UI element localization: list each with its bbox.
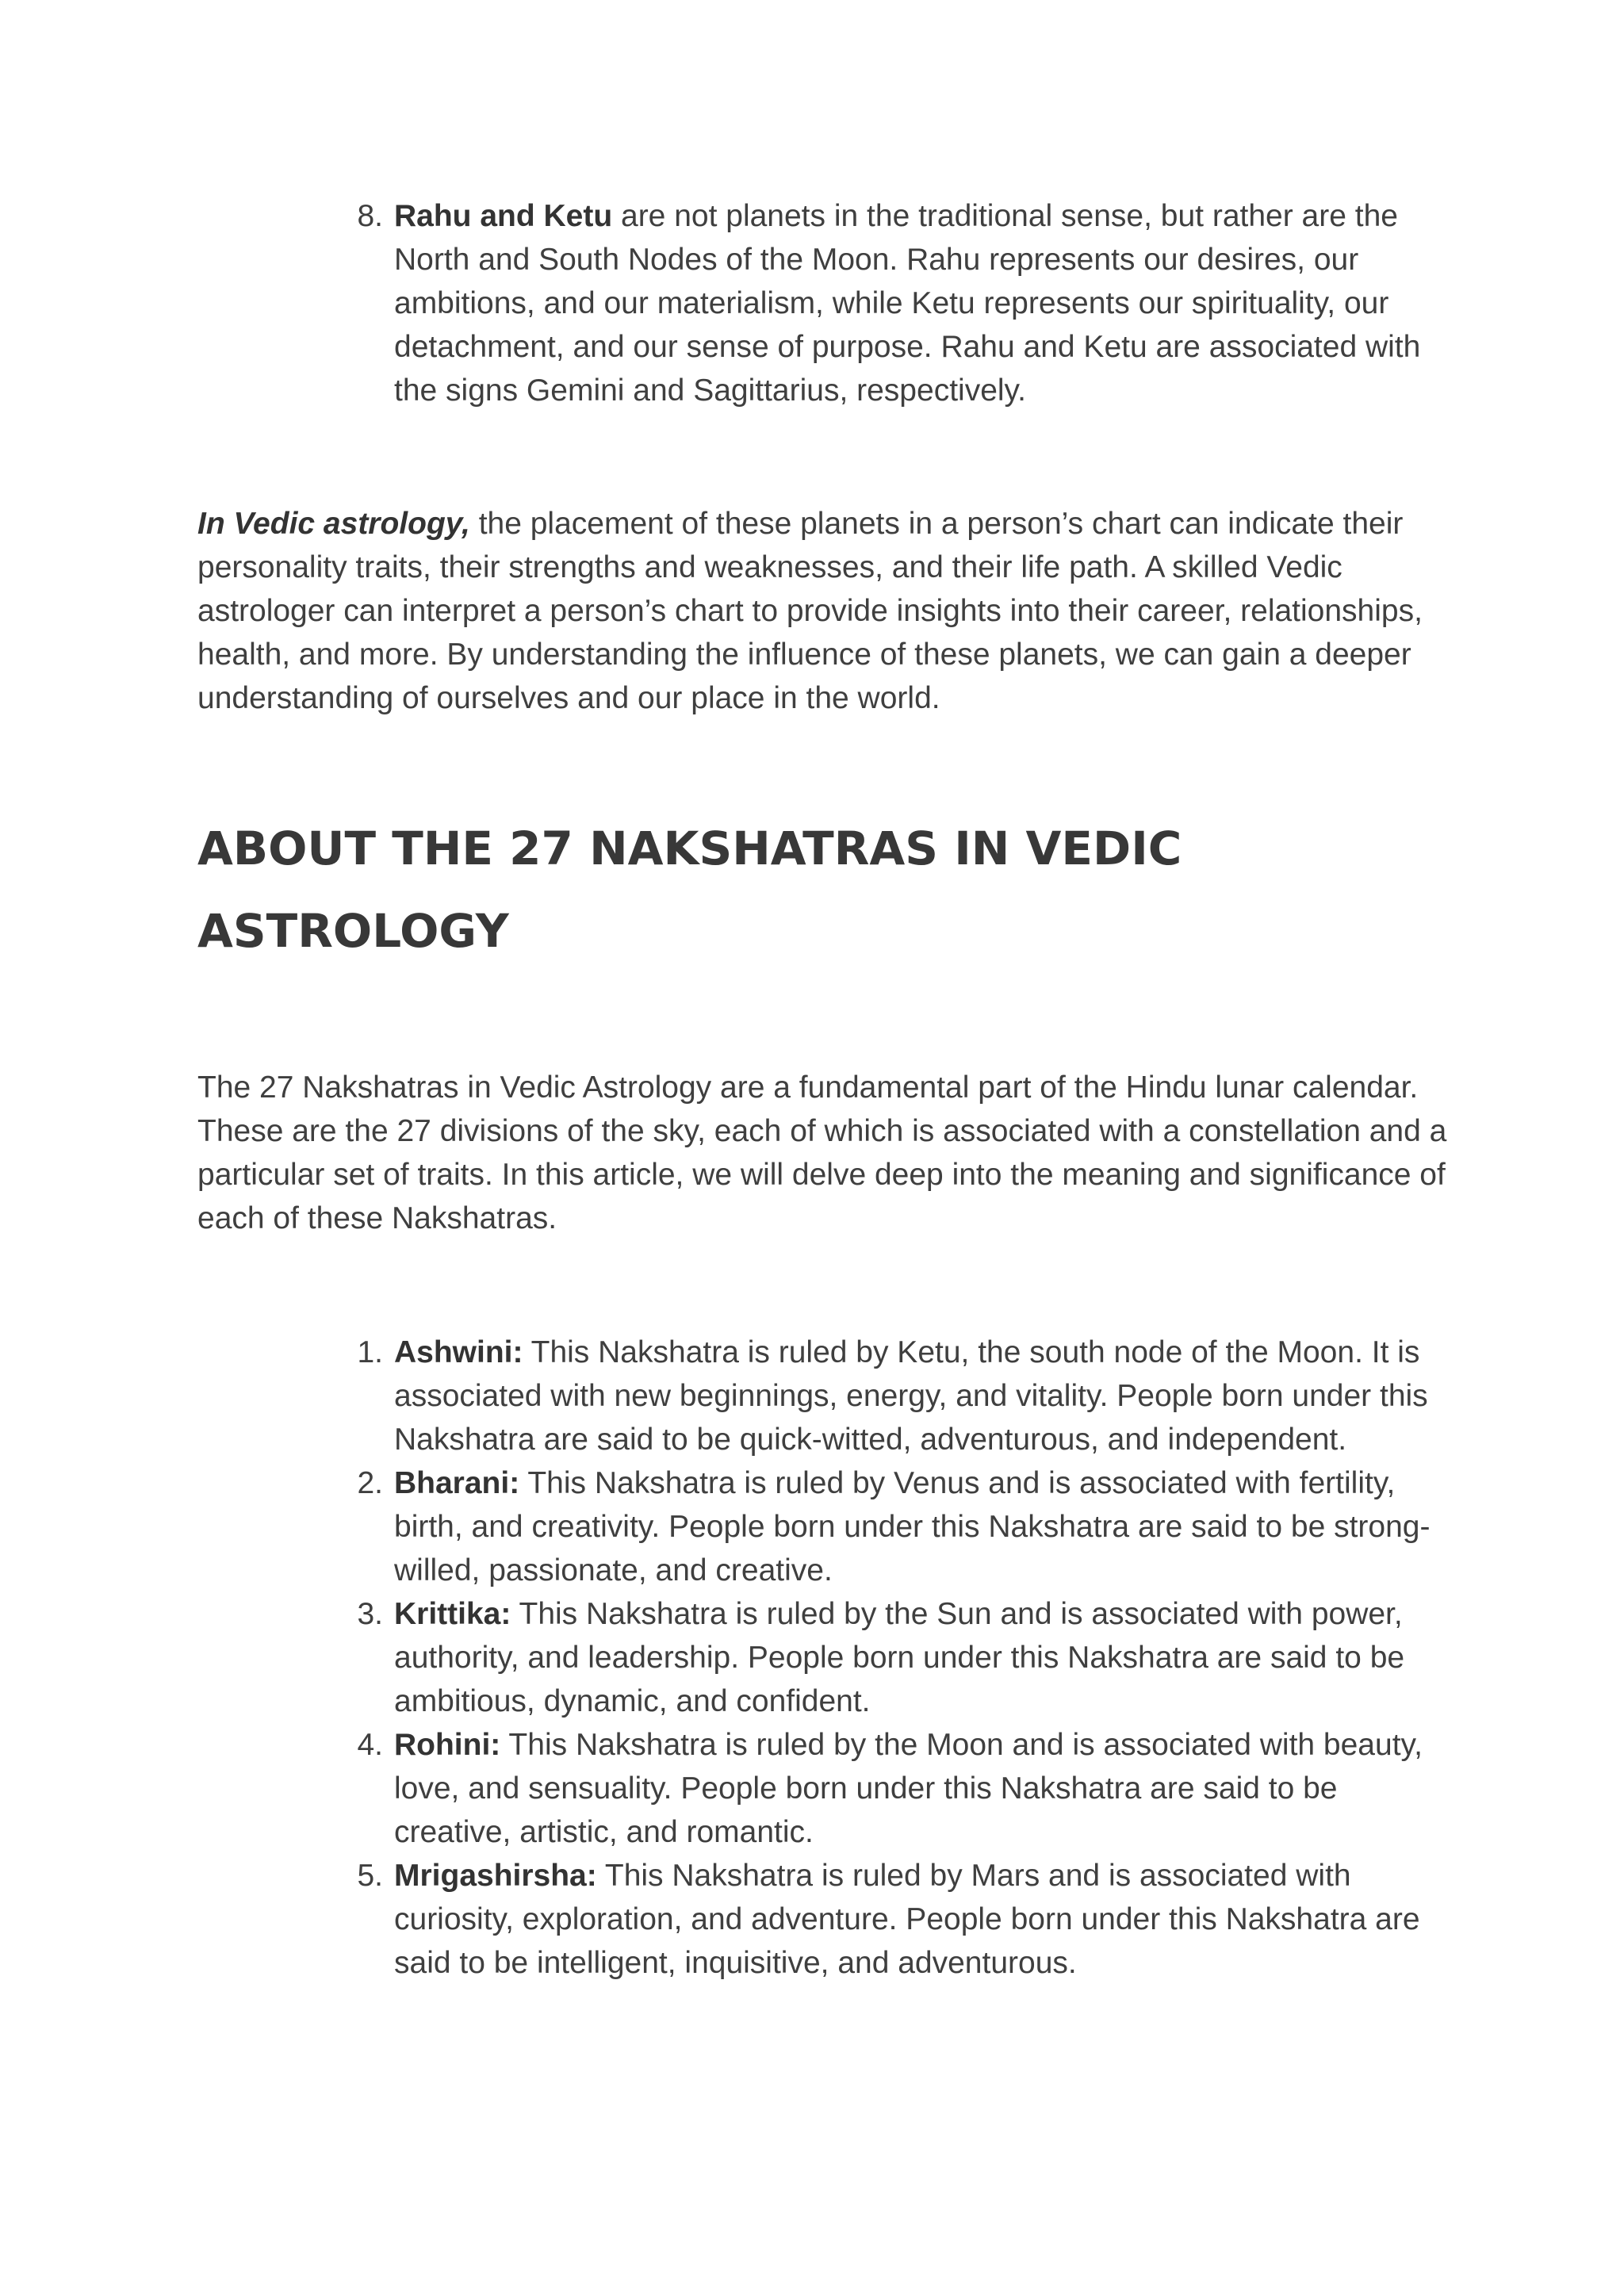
vedic-astrology-paragraph	[197, 502, 1450, 720]
list-item-term: Rohini:	[394, 1728, 501, 1762]
list-item-term: Ashwini:	[394, 1335, 523, 1369]
list-item-text: This Nakshatra is ruled by Venus and is associated with fertility, birth, and creativity. People born under this Nakshatra are said to be strong-willed, passionate, and creative.	[394, 1466, 1431, 1587]
list-item	[357, 1461, 1449, 1592]
list-item-number: 2.	[357, 1466, 383, 1500]
list-item-number: 1.	[357, 1335, 383, 1369]
paragraph-lead: In Vedic astrology,	[197, 507, 470, 541]
list-item-text: This Nakshatra is ruled by the Moon and is associated with beauty, love, and sensuality. People born under this Nakshatra are said to be creative, artistic, and romantic.	[394, 1728, 1423, 1849]
list-item-number: 8.	[357, 199, 383, 233]
section-heading: ABOUT THE 27 NAKSHATRAS IN VEDIC ASTROLOGY	[197, 821, 1182, 958]
list-item	[357, 194, 1449, 412]
list-item	[357, 1854, 1449, 1985]
section-intro-paragraph: The 27 Nakshatras in Vedic Astrology are a fundamental part of the Hindu lunar calendar. These are the 27 divisions of the sky, each of which is associated with a constellation and a particular set of traits. In this article, we will delve deep into the meaning and significance of each of these Nakshatras.	[197, 1070, 1447, 1235]
list-item	[357, 1723, 1449, 1854]
paragraph-text: the placement of these planets in a person’s chart can indicate their personality traits, their strengths and weaknesses, and their life path. A skilled Vedic astrologer can interpret a person’s chart to provide insights into their career, relationships, health, and more. By understanding the influence of these planets, we can gain a deeper understanding of ourselves and our place in the world.	[197, 507, 1423, 715]
list-item-term: Krittika:	[394, 1597, 511, 1631]
list-item-text: are not planets in the traditional sense, but rather are the North and South Nodes of the Moon. Rahu represents our desires, our ambitions, and our materialism, while Ketu represents our spirituality, our detachment, and our sense of purpose. Rahu and Ketu are associated with the signs Gemini and Sagittarius, respectively.	[394, 199, 1421, 408]
list-item-text: This Nakshatra is ruled by the Sun and is associated with power, authority, and leadership. People born under this Nakshatra are said to be ambitious, dynamic, and confident.	[394, 1597, 1405, 1718]
list-item-term: Mrigashirsha:	[394, 1859, 597, 1893]
list-item-number: 4.	[357, 1728, 383, 1762]
nakshatras-list	[357, 1331, 1449, 1985]
planets-list-continued	[357, 194, 1449, 412]
list-item-term: Bharani:	[394, 1466, 520, 1500]
list-item	[357, 1592, 1449, 1723]
list-item-term: Rahu and Ketu	[394, 199, 613, 233]
list-item-text: This Nakshatra is ruled by Mars and is associated with curiosity, exploration, and adventure. People born under this Nakshatra are said to be intelligent, inquisitive, and adventurous.	[394, 1859, 1420, 1980]
list-item-number: 5.	[357, 1859, 383, 1893]
list-item-number: 3.	[357, 1597, 383, 1631]
list-item-text: This Nakshatra is ruled by Ketu, the south node of the Moon. It is associated with new beginnings, energy, and vitality. People born under this Nakshatra are said to be quick-witted, adventurous, and independent.	[394, 1335, 1428, 1457]
list-item	[357, 1331, 1449, 1461]
